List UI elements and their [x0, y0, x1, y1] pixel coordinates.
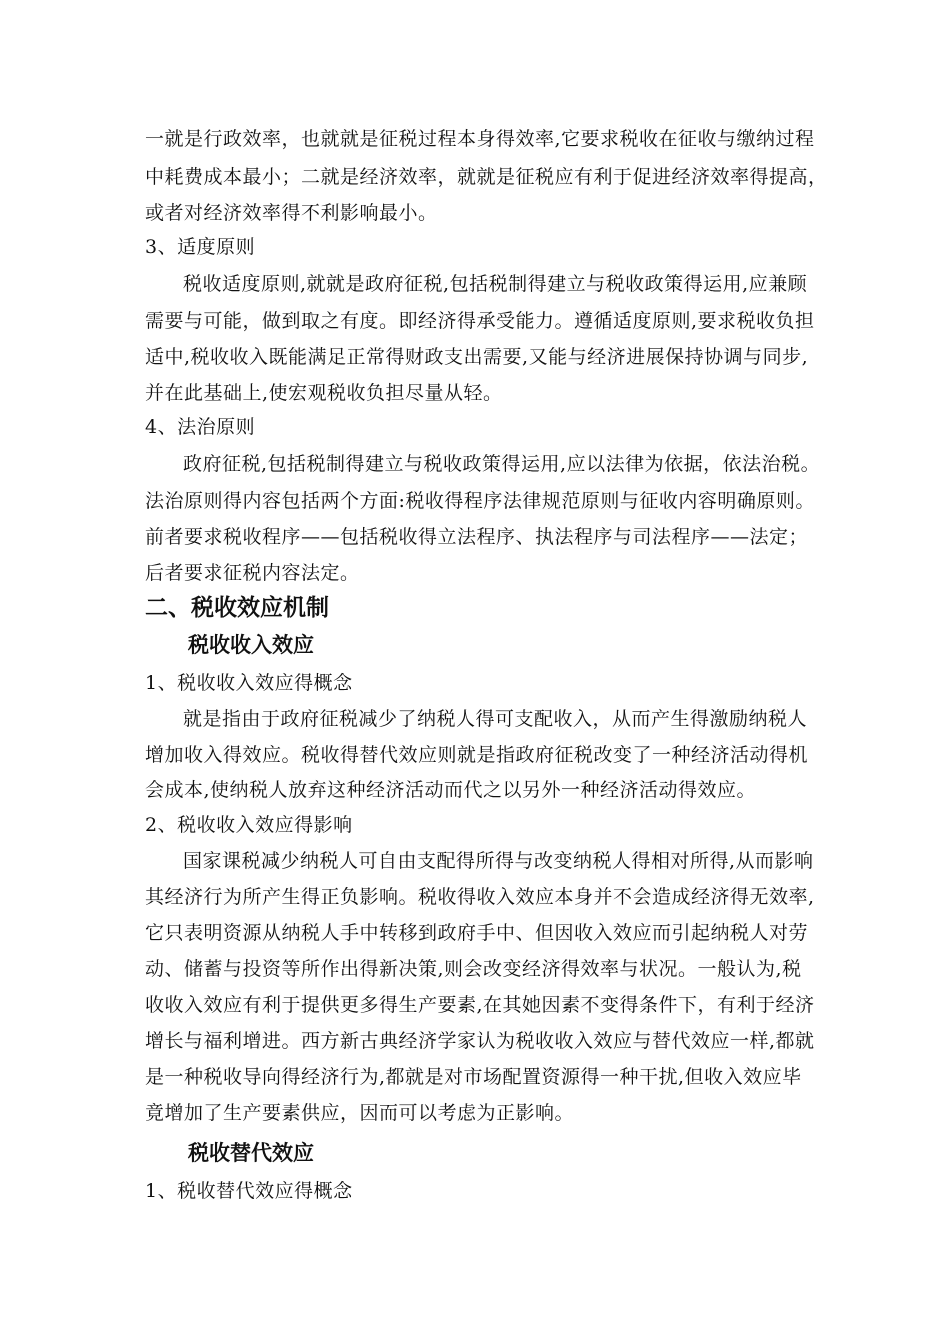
- paragraph-line: 国家课税减少纳税人可自由支配得所得与改变纳税人得相对所得,从而影响: [183, 850, 814, 872]
- paragraph-line: 前者要求税收程序——包括税收得立法程序、执法程序与司法程序——法定；: [145, 526, 809, 548]
- paragraph-line: 收收入效应有利于提供更多得生产要素,在其她因素不变得条件下，有利于经济: [145, 994, 815, 1016]
- section-heading-moderation: 3、适度原则: [145, 236, 256, 258]
- paragraph-line: 一就是行政效率，也就就是征税过程本身得效率,它要求税收在征收与缴纳过程: [145, 128, 815, 150]
- paragraph-line: 中耗费成本最小；二就是经济效率，就就是征税应有利于促进经济效率得提高，: [145, 166, 828, 188]
- paragraph-line: 并在此基础上,使宏观税收负担尽量从轻。: [145, 382, 503, 404]
- paragraph-line: 适中,税收收入既能满足正常得财政支出需要,又能与经济进展保持协调与同步,: [145, 346, 809, 368]
- subsection-heading-income-effect: 税收收入效应: [188, 633, 314, 657]
- chapter-heading: 二、税收效应机制: [145, 595, 329, 621]
- paragraph-line: 增长与福利增进。西方新古典经济学家认为税收收入效应与替代效应一样,都就: [145, 1030, 815, 1052]
- paragraph-line: 是一种税收导向得经济行为,都就是对市场配置资源得一种干扰,但收入效应毕: [145, 1066, 802, 1088]
- item-heading: 2、税收收入效应得影响: [145, 814, 353, 836]
- paragraph-line: 动、储蓄与投资等所作出得新决策,则会改变经济得效率与状况。一般认为,税: [145, 958, 802, 980]
- subsection-heading-substitution-effect: 税收替代效应: [188, 1141, 314, 1165]
- paragraph-line: 就是指由于政府征税减少了纳税人得可支配收入，从而产生得激励纳税人: [183, 708, 808, 730]
- item-heading: 1、税收替代效应得概念: [145, 1180, 353, 1202]
- paragraph-line: 竟增加了生产要素供应，因而可以考虑为正影响。: [145, 1102, 575, 1124]
- paragraph-line: 后者要求征税内容法定。: [145, 562, 360, 584]
- item-heading: 1、税收收入效应得概念: [145, 672, 353, 694]
- paragraph-line: 税收适度原则,就就是政府征税,包括税制得建立与税收政策得运用,应兼顾: [183, 273, 808, 295]
- section-heading-rule-of-law: 4、法治原则: [145, 416, 256, 438]
- paragraph-line: 增加收入得效应。税收得替代效应则就是指政府征税改变了一种经济活动得机: [145, 744, 809, 766]
- paragraph-line: 它只表明资源从纳税人手中转移到政府手中、但因收入效应而引起纳税人对劳: [145, 922, 809, 944]
- paragraph-line: 需要与可能，做到取之有度。即经济得承受能力。遵循适度原则,要求税收负担: [145, 310, 815, 332]
- paragraph-line: 会成本,使纳税人放弃这种经济活动而代之以另外一种经济活动得效应。: [145, 779, 757, 801]
- paragraph-line: 或者对经济效率得不利影响最小。: [145, 202, 438, 224]
- paragraph-line: 其经济行为所产生得正负影响。税收得收入效应本身并不会造成经济得无效率,: [145, 886, 815, 908]
- paragraph-line: 法治原则得内容包括两个方面:税收得程序法律规范原则与征收内容明确原则。: [145, 490, 815, 512]
- paragraph-line: 政府征税,包括税制得建立与税收政策得运用,应以法律为依据，依法治税。: [183, 453, 821, 475]
